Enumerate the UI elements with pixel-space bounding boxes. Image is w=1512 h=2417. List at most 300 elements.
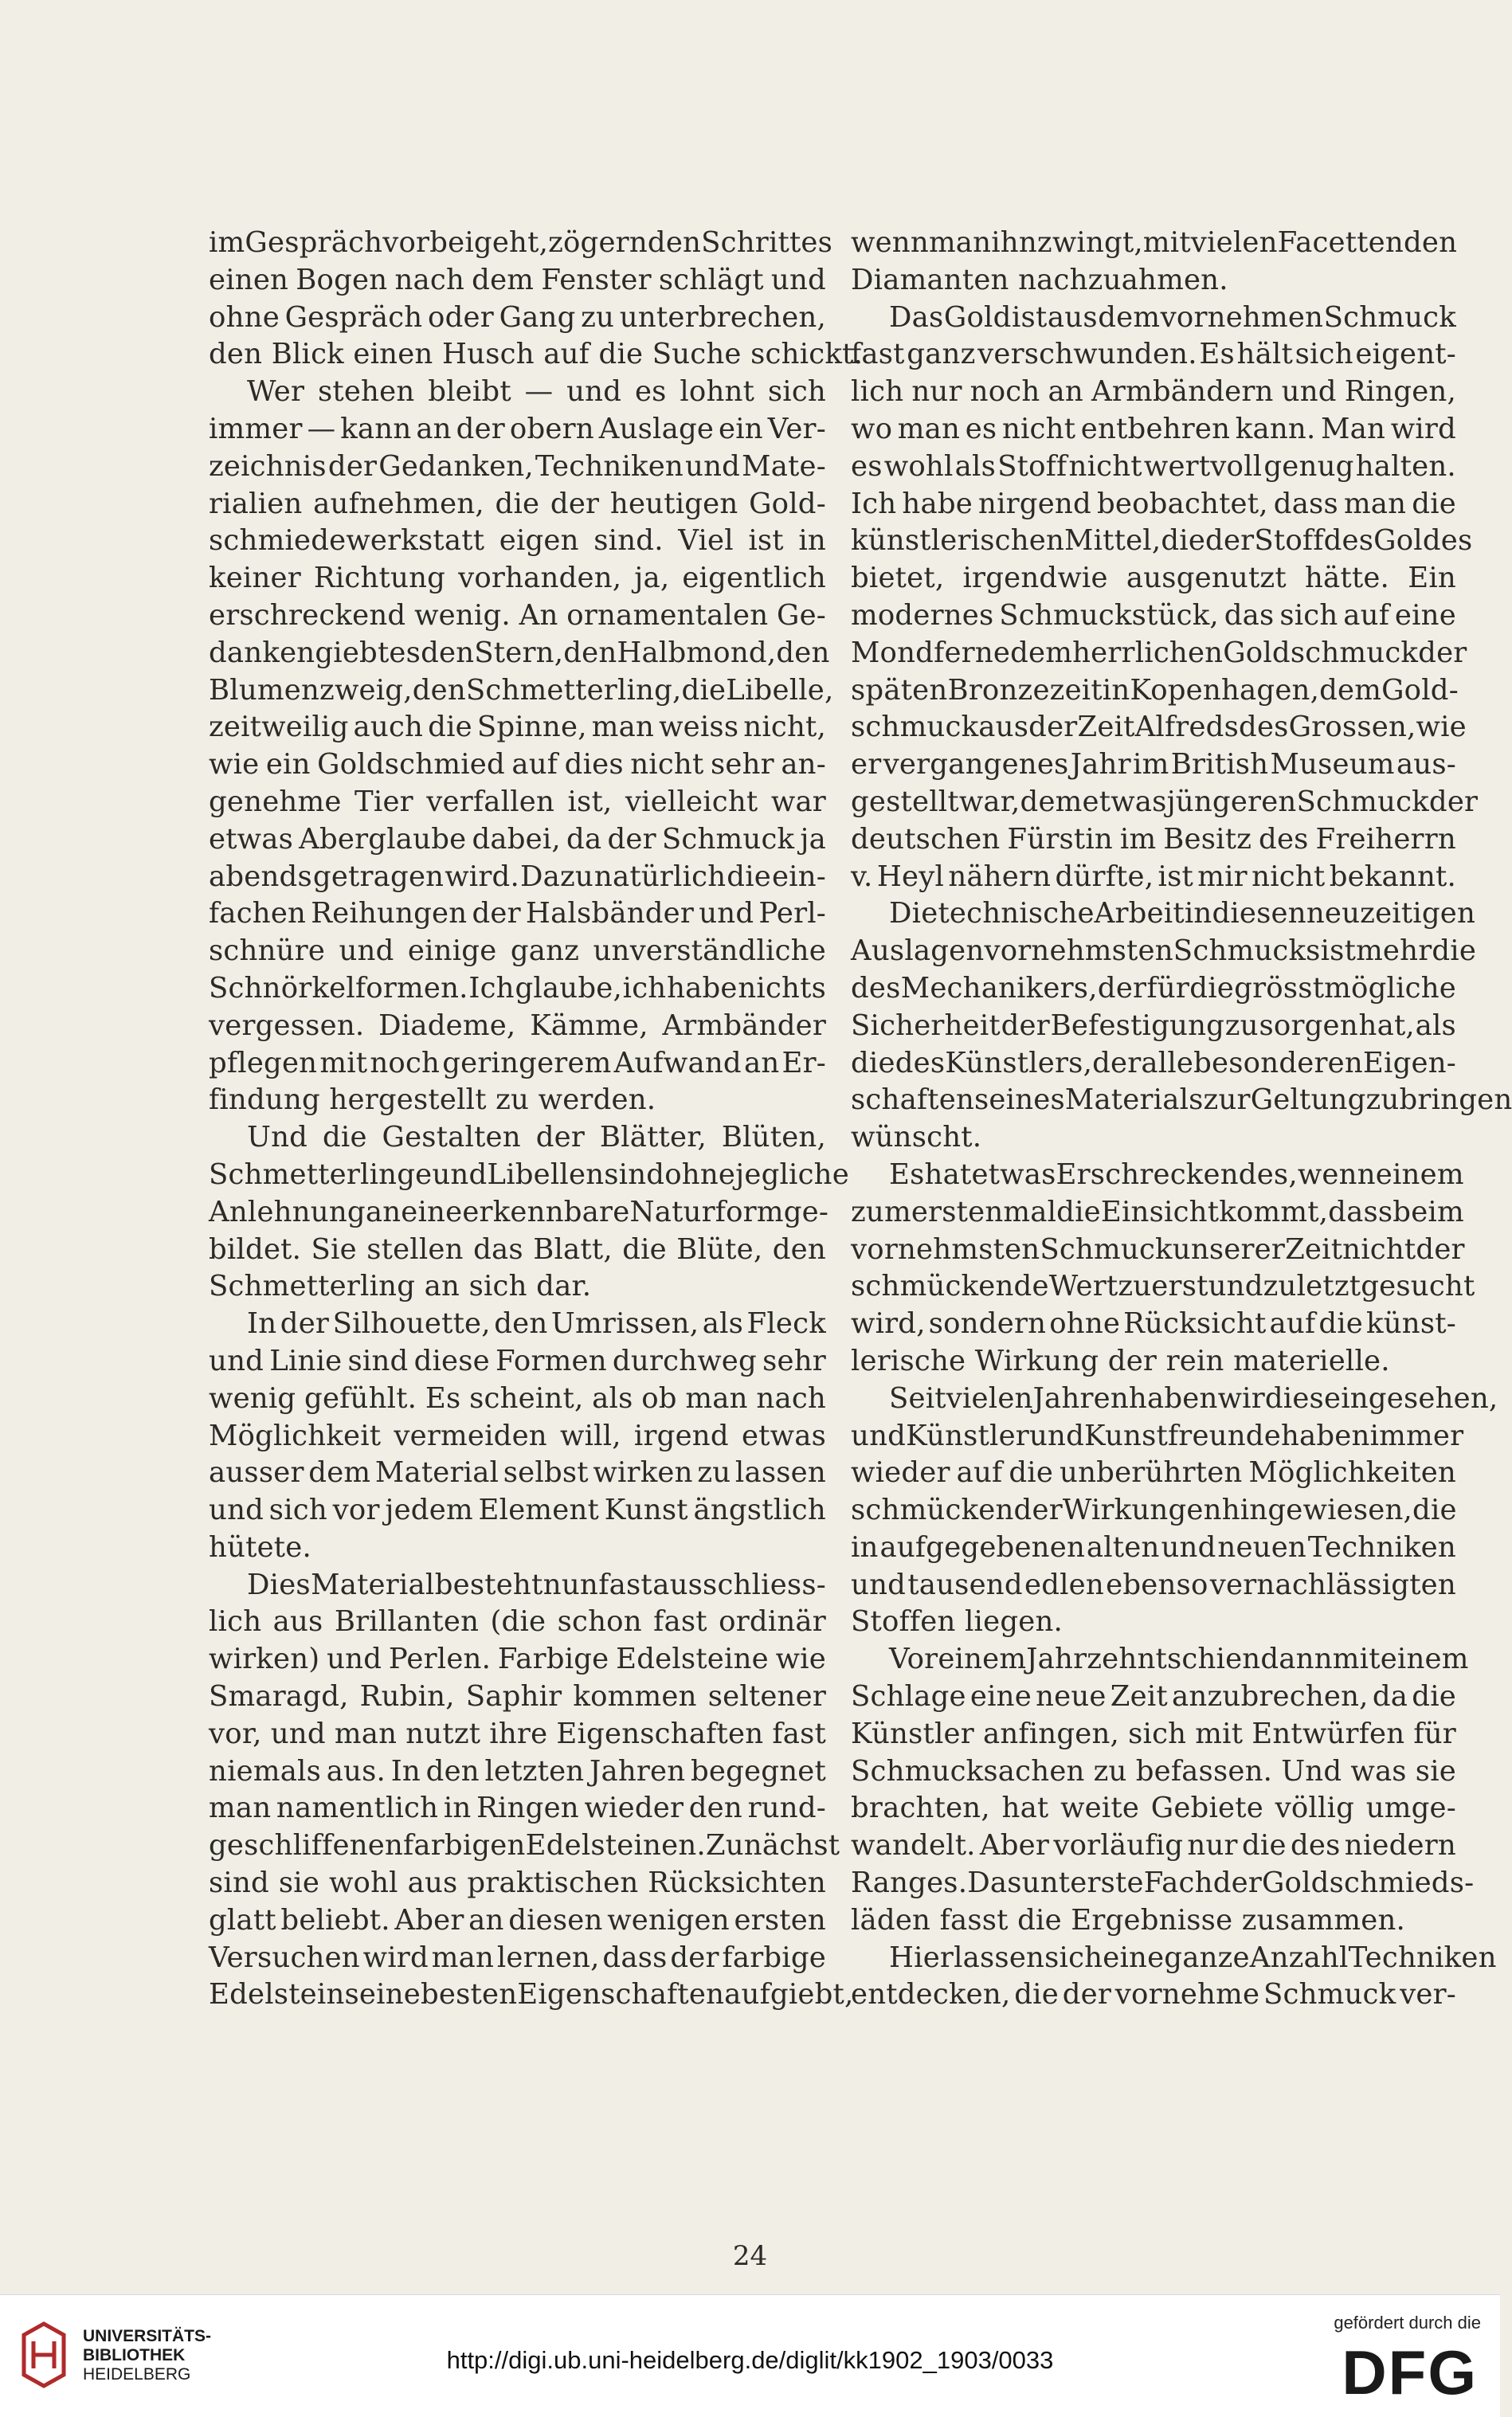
word: geringerem xyxy=(442,1045,611,1083)
word: vornehmsten xyxy=(984,933,1173,970)
text-line xyxy=(209,1418,826,1455)
word: durchweg xyxy=(613,1343,757,1381)
text-line xyxy=(851,1865,1456,1902)
word: hingewiesen, xyxy=(1222,1492,1412,1530)
word: der xyxy=(1416,1232,1464,1269)
word: vermeiden xyxy=(394,1418,546,1455)
word: alle xyxy=(1141,1045,1193,1083)
word: Grossen, xyxy=(1289,709,1416,746)
text-line xyxy=(851,746,1456,784)
word: lohnt xyxy=(680,374,754,411)
word: obern xyxy=(510,411,594,449)
word: Gespräch xyxy=(245,225,382,262)
word: vielleicht xyxy=(625,784,758,821)
word: an xyxy=(416,411,451,449)
word: Es xyxy=(425,1381,461,1418)
word: ohne xyxy=(209,300,280,337)
word: Vor xyxy=(889,1641,938,1679)
word: Dies xyxy=(247,1567,311,1604)
word: dürfte, xyxy=(1056,859,1154,896)
word: und xyxy=(209,1343,264,1381)
word: die xyxy=(323,1119,367,1157)
text-line xyxy=(851,709,1456,746)
word: Künstler xyxy=(906,1418,1029,1455)
text-line xyxy=(209,1567,826,1604)
word: ängstlich xyxy=(693,1492,826,1530)
word: Und xyxy=(247,1119,307,1157)
word: genug xyxy=(1263,449,1353,486)
word: Element xyxy=(479,1492,599,1530)
word: erschreckend xyxy=(209,597,405,635)
text-line xyxy=(851,597,1456,635)
source-url-link[interactable]: http://digi.ub.uni-heidelberg.de/diglit/kk1902_1903/0033 xyxy=(0,2346,1500,2375)
word: einem xyxy=(938,1641,1026,1679)
word: anfingen, xyxy=(983,1716,1119,1753)
word: wirken xyxy=(593,1455,692,1492)
word: in xyxy=(798,523,826,560)
word: künstlerischen xyxy=(851,523,1064,560)
word: Möglichkeit xyxy=(209,1418,381,1455)
word: Mittel, xyxy=(1064,523,1161,560)
word: fast xyxy=(598,1567,652,1604)
word: Besitz xyxy=(1163,821,1252,859)
word: dann xyxy=(1260,1641,1332,1679)
word: auf xyxy=(957,1455,1003,1492)
word: ist xyxy=(748,523,783,560)
word: haben xyxy=(1129,1381,1218,1418)
word: da xyxy=(566,821,601,859)
word: der xyxy=(670,1940,719,1977)
word: Gestalten xyxy=(382,1119,521,1157)
word: Aber xyxy=(980,1827,1049,1865)
word: besteht xyxy=(435,1567,543,1604)
word: Fürstin xyxy=(1007,821,1113,859)
text-line xyxy=(851,1641,1456,1679)
word: Umrissen, xyxy=(551,1306,699,1343)
word: Goldschmuck xyxy=(1223,635,1418,672)
word: hat xyxy=(1002,1790,1049,1827)
word: Linie xyxy=(269,1343,342,1381)
word: An xyxy=(519,597,558,635)
word: wirken) xyxy=(209,1641,319,1679)
word: dass xyxy=(602,1940,667,1977)
text-line xyxy=(209,1790,826,1827)
word: man xyxy=(209,1790,271,1827)
word: Und xyxy=(1281,1753,1342,1791)
word: zusammen. xyxy=(1242,1902,1405,1940)
word: unberührten xyxy=(1060,1455,1242,1492)
word: des xyxy=(1291,1827,1341,1865)
word: dem xyxy=(472,262,534,300)
word: der xyxy=(1213,1865,1262,1902)
word: materielle. xyxy=(1233,1343,1390,1381)
left-text-column xyxy=(209,225,826,2014)
word: etwas xyxy=(971,1157,1056,1194)
word: die xyxy=(622,1232,667,1269)
word: wohl xyxy=(884,449,954,486)
word: der xyxy=(1429,784,1478,821)
word: Libellen xyxy=(487,1157,604,1194)
word: wir xyxy=(1218,1381,1265,1418)
word: tausend xyxy=(907,1567,1023,1604)
word: war xyxy=(771,784,826,821)
word: den xyxy=(776,635,829,672)
text-line xyxy=(851,1530,1456,1567)
word: glatt xyxy=(209,1902,276,1940)
word: Aber xyxy=(394,1902,464,1940)
word: vornehmen xyxy=(1161,300,1323,337)
word: sich xyxy=(768,374,826,411)
word: und xyxy=(1161,1530,1216,1567)
word: einen xyxy=(353,336,442,374)
text-line xyxy=(209,672,826,710)
text-line xyxy=(209,1641,826,1679)
word: Blätter, xyxy=(600,1119,707,1157)
word: wieder xyxy=(851,1455,950,1492)
text-line xyxy=(851,1567,1456,1604)
word: an xyxy=(425,1268,469,1306)
word: die xyxy=(1412,486,1456,523)
word: Zunächst xyxy=(706,1827,840,1865)
word: kann xyxy=(340,411,411,449)
word: man xyxy=(685,1381,747,1418)
word: zu xyxy=(496,1082,538,1119)
word: Schmuck xyxy=(1324,300,1456,337)
word: es xyxy=(851,449,883,486)
word: und xyxy=(851,1567,906,1604)
word: wie xyxy=(776,1641,826,1679)
word: bekannt. xyxy=(1330,859,1456,896)
footer-bar xyxy=(0,2294,1500,2417)
text-line xyxy=(851,1268,1456,1306)
word: zu xyxy=(1225,1008,1259,1045)
word: nicht xyxy=(1002,411,1075,449)
word: sehr xyxy=(711,746,774,784)
word: seine xyxy=(345,1976,421,2014)
word: hat xyxy=(925,1157,972,1194)
word: In xyxy=(391,1753,421,1791)
word: die xyxy=(1014,1976,1059,2014)
word: eine xyxy=(401,1194,462,1232)
word: Fenster xyxy=(541,262,651,300)
word: Blüte, xyxy=(676,1232,762,1269)
word: und xyxy=(1029,1418,1084,1455)
word: eigen xyxy=(499,523,579,560)
word: vergessen. xyxy=(209,1008,364,1045)
word: als xyxy=(955,449,996,486)
word: mit xyxy=(1333,1641,1381,1679)
word: an xyxy=(366,1194,401,1232)
word: den xyxy=(689,1790,742,1827)
text-line xyxy=(851,1753,1456,1791)
word: lich xyxy=(209,1604,261,1641)
word: British xyxy=(1171,746,1269,784)
text-line xyxy=(851,560,1456,597)
word: Schmuckstück, xyxy=(999,597,1219,635)
text-line xyxy=(209,1008,826,1045)
word: sorgen xyxy=(1259,1008,1357,1045)
text-line xyxy=(209,374,826,411)
word: hat, xyxy=(1359,1008,1415,1045)
text-line xyxy=(209,784,826,821)
word: Gespräch xyxy=(285,300,423,337)
word: wie xyxy=(209,746,259,784)
word: der xyxy=(550,486,599,523)
word: den xyxy=(1404,225,1457,262)
word: es xyxy=(389,635,421,672)
word: vor xyxy=(333,1492,380,1530)
word: die xyxy=(1161,523,1205,560)
word: noch xyxy=(370,1045,440,1083)
word: beliebt. xyxy=(280,1902,390,1940)
word: Gold xyxy=(944,300,1012,337)
word: Diademe, xyxy=(378,1008,515,1045)
word: namentlich xyxy=(276,1790,438,1827)
word: Schlage xyxy=(851,1679,966,1716)
text-line xyxy=(209,1827,826,1865)
word: Techniken xyxy=(1349,1940,1497,1977)
word: da xyxy=(1373,1679,1408,1716)
word: anzubrechen, xyxy=(1172,1679,1369,1716)
word: man xyxy=(898,411,960,449)
word: Auslagen xyxy=(851,933,984,970)
word: irgend xyxy=(634,1418,729,1455)
word: im xyxy=(1120,821,1156,859)
word: Möglichkeiten xyxy=(1248,1455,1456,1492)
word: sich xyxy=(1128,1716,1186,1753)
word: Techniken xyxy=(1308,1530,1456,1567)
word: erstenmal xyxy=(911,1194,1056,1232)
word: Sie xyxy=(311,1232,357,1269)
word: verfallen xyxy=(426,784,554,821)
word: in xyxy=(1103,672,1130,710)
word: sich xyxy=(1044,1940,1103,1977)
text-line xyxy=(851,895,1456,933)
word: Wert xyxy=(1049,1268,1118,1306)
word: ist xyxy=(1321,933,1356,970)
word: v. xyxy=(851,859,873,896)
word: was xyxy=(1350,1753,1406,1791)
word: Gold- xyxy=(749,486,826,523)
text-line xyxy=(209,486,826,523)
word: schmückender xyxy=(851,1492,1063,1530)
word: die xyxy=(1242,1827,1287,1865)
text-line xyxy=(209,1679,826,1716)
word: und xyxy=(209,1492,264,1530)
word: auf xyxy=(1270,1306,1316,1343)
word: Viel xyxy=(678,523,734,560)
word: Kopenhagen, xyxy=(1130,672,1319,710)
word: die xyxy=(1056,1194,1101,1232)
word: ersten xyxy=(734,1902,826,1940)
word: habe xyxy=(667,970,738,1008)
word: und xyxy=(339,933,394,970)
word: vorhanden, xyxy=(458,560,621,597)
word: ebenso xyxy=(1106,1567,1208,1604)
word: niedern xyxy=(1345,1827,1456,1865)
word: schnüre xyxy=(209,933,325,970)
word: vornehmsten xyxy=(851,1232,1040,1269)
word: dies xyxy=(565,746,624,784)
word: fast xyxy=(851,336,905,374)
word: Materials xyxy=(1065,1082,1204,1119)
word: sie xyxy=(1416,1753,1456,1791)
word: für xyxy=(1146,970,1189,1008)
word: aufgegebenen xyxy=(880,1530,1086,1567)
library-name-line3: HEIDELBERG xyxy=(83,2365,211,2384)
word: Museum xyxy=(1271,746,1395,784)
word: und xyxy=(851,1418,906,1455)
word: schickt. xyxy=(750,336,863,374)
word: an- xyxy=(781,746,826,784)
word: dem xyxy=(308,1455,370,1492)
text-line xyxy=(209,300,826,337)
word: noch xyxy=(970,374,1040,411)
word: wenig. xyxy=(414,597,511,635)
word: schmiedewerkstatt xyxy=(209,523,484,560)
word: sie xyxy=(279,1865,319,1902)
word: Wirkungen xyxy=(1063,1492,1222,1530)
word: Facetten xyxy=(1278,225,1404,262)
text-line xyxy=(209,1232,826,1269)
word: danken xyxy=(209,635,315,672)
word: zu xyxy=(581,300,614,337)
word: Eigenschaften xyxy=(556,1716,763,1753)
word: farbige xyxy=(723,1940,827,1977)
word: des xyxy=(895,1045,946,1083)
word: Stern, xyxy=(474,635,563,672)
word: Zeit xyxy=(1285,1232,1342,1269)
word: vorbei xyxy=(382,225,474,262)
word: Dazu xyxy=(520,859,593,896)
word: entbehren xyxy=(1081,411,1230,449)
word: eingesehen, xyxy=(1324,1381,1498,1418)
word: Ge- xyxy=(777,597,826,635)
word: verschwunden. xyxy=(977,336,1197,374)
word: Sicherheit xyxy=(851,1008,1001,1045)
word: an xyxy=(1048,374,1083,411)
word: zögernden xyxy=(548,225,701,262)
text-line xyxy=(209,1902,826,1940)
word: jüngeren xyxy=(1167,784,1297,821)
word: völlig xyxy=(1275,1790,1354,1827)
word: Blumenzweig, xyxy=(209,672,413,710)
text-line xyxy=(851,1119,1456,1157)
word: neuen xyxy=(1217,1530,1306,1567)
word: die xyxy=(1009,1455,1053,1492)
word: Smaragd, xyxy=(209,1679,349,1716)
text-line xyxy=(851,1157,1456,1194)
word: bildet. xyxy=(209,1232,301,1269)
word: ein- xyxy=(772,859,826,896)
word: Aufwand xyxy=(614,1045,742,1083)
word: den xyxy=(563,635,617,672)
word: die xyxy=(1432,933,1476,970)
word: Jahr xyxy=(1071,746,1131,784)
word: immer xyxy=(1370,1418,1464,1455)
word: bleibt xyxy=(428,374,511,411)
text-line xyxy=(851,933,1456,970)
word: Schmuck xyxy=(1040,1232,1172,1269)
word: Fach xyxy=(1144,1865,1213,1902)
word: den xyxy=(413,672,466,710)
text-line xyxy=(851,411,1456,449)
word: In xyxy=(247,1306,276,1343)
word: nach xyxy=(756,1381,826,1418)
word: Armbänder xyxy=(662,1008,826,1045)
word: Farbige xyxy=(498,1641,609,1679)
word: vor, xyxy=(209,1716,262,1753)
text-line xyxy=(851,1492,1456,1530)
word: aus xyxy=(978,709,1028,746)
word: dies xyxy=(1265,1381,1324,1418)
word: neue xyxy=(1036,1679,1107,1716)
word: ausser xyxy=(209,1455,304,1492)
word: Jahrzehnt xyxy=(1026,1641,1167,1679)
word: Libelle, xyxy=(726,672,833,710)
word: aus. xyxy=(327,1753,386,1791)
word: ihn xyxy=(991,225,1037,262)
word: farbigen xyxy=(403,1827,526,1865)
word: wird xyxy=(1391,411,1456,449)
text-line xyxy=(209,225,826,262)
word: sondern xyxy=(929,1306,1046,1343)
word: ausschliess- xyxy=(652,1567,826,1604)
word: ein xyxy=(719,411,763,449)
word: Edelsteine xyxy=(616,1641,769,1679)
word: dar. xyxy=(536,1268,591,1306)
word: die xyxy=(428,709,472,746)
text-line xyxy=(851,1381,1456,1418)
word: dass xyxy=(1274,486,1338,523)
text-line xyxy=(851,1082,1456,1119)
word: läden xyxy=(851,1902,940,1940)
word: Schmuck xyxy=(1263,1976,1396,2014)
text-line xyxy=(851,1343,1456,1381)
word: Schmucks xyxy=(1173,933,1321,970)
word: Jahren xyxy=(590,1753,685,1791)
word: werden. xyxy=(539,1082,656,1119)
word: dabei, xyxy=(472,821,560,859)
text-line xyxy=(209,1045,826,1083)
word: vielen xyxy=(946,1381,1033,1418)
text-line xyxy=(851,449,1456,486)
word: weite xyxy=(1060,1790,1139,1827)
word: rund- xyxy=(748,1790,826,1827)
word: man xyxy=(592,709,654,746)
word: Fleck xyxy=(747,1306,826,1343)
word: Erschreckendes, xyxy=(1056,1157,1298,1194)
word: zeichnis xyxy=(209,449,327,486)
word: und xyxy=(685,449,740,486)
word: praktischen xyxy=(467,1865,638,1902)
word: Schrittes xyxy=(701,225,832,262)
text-line xyxy=(851,486,1456,523)
word: ja xyxy=(800,821,826,859)
word: ist xyxy=(1158,859,1193,896)
word: sich xyxy=(1295,336,1353,374)
word: Hier xyxy=(889,1940,954,1977)
word: Stoffen xyxy=(851,1604,965,1641)
text-line xyxy=(851,1827,1456,1865)
word: schien xyxy=(1167,1641,1260,1679)
word: unserer xyxy=(1173,1232,1285,1269)
word: Jahren xyxy=(1033,1381,1129,1418)
word: Künstler xyxy=(851,1716,974,1753)
word: zu xyxy=(1366,1082,1400,1119)
word: Es xyxy=(1199,336,1235,374)
word: dem xyxy=(1020,784,1083,821)
